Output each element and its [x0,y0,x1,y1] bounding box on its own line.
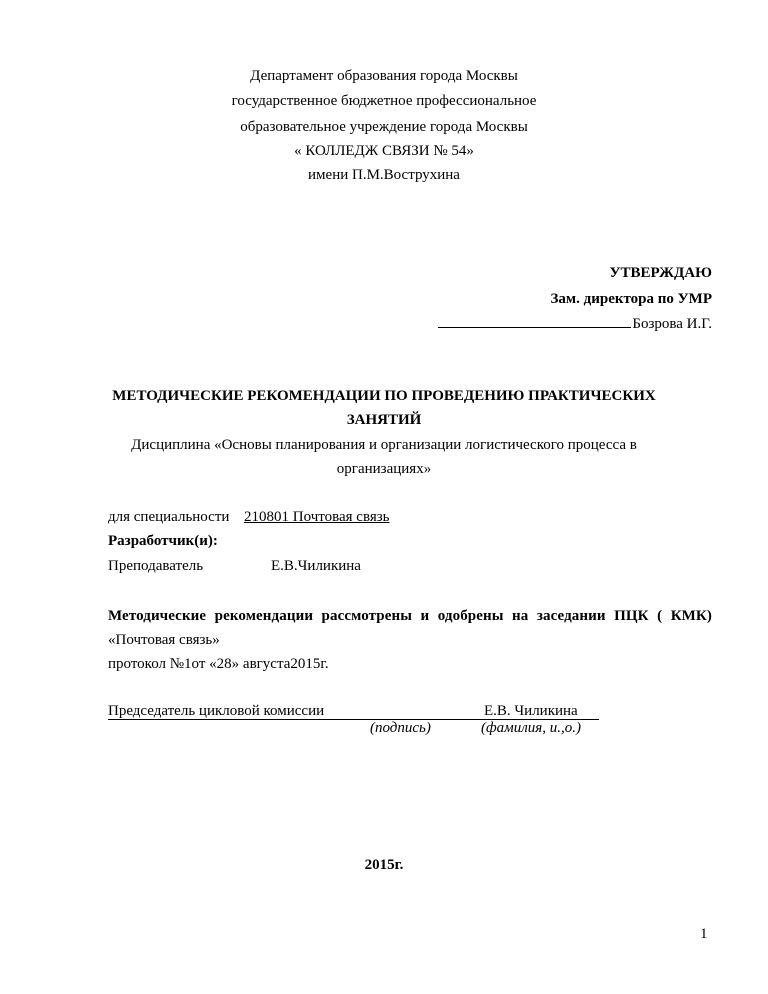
developers-heading: Разработчик(и): [108,533,218,549]
header-college-name: « КОЛЛЕДЖ СВЯЗИ № 54» [294,143,474,159]
approval-position: Зам. директора по УМР [550,291,712,307]
review-line2: «Почтовая связь» [108,632,220,648]
header-department: Департамент образования города Москвы [250,68,518,84]
approval-name: Бозрова И.Г. [632,316,712,332]
header-institution-type: государственное бюджетное профессиональное [231,93,537,109]
signature-blank [438,314,631,328]
approval-title: УТВЕРЖДАЮ [609,265,712,281]
page-number: 1 [700,926,708,942]
specialty-label: для специальности [108,509,230,525]
document-title-line1: МЕТОДИЧЕСКИЕ РЕКОМЕНДАЦИИ ПО ПРОВЕДЕНИЮ ПРАКТИЧЕСКИХ [112,388,656,404]
developer-name: Е.В.Чиликина [271,558,361,574]
specialty-value: 210801 Почтовая связь [244,509,390,525]
header-named-after: имени П.М.Вострухина [308,167,460,183]
discipline-line2: организациях» [336,461,432,477]
header-institution-city: образовательное учреждение города Москвы [240,119,528,135]
review-line1: Методические рекомендации рассмотрены и одобрены на заседании ПЦК ( КМК) [108,608,712,624]
signature-caption: (подпись) [370,720,431,736]
approval-signature-line [438,314,712,333]
chair-name: Е.В. Чиликина [484,703,578,719]
chair-label: Председатель цикловой комиссии [108,703,325,719]
discipline-line1: Дисциплина «Основы планирования и организации логистического процесса в [131,437,637,453]
review-line3: протокол №1от «28» августа2015г. [108,656,329,672]
name-caption: (фамилия, и.,о.) [481,720,581,736]
developer-role: Преподаватель [108,558,204,574]
document-title-line2: ЗАНЯТИЙ [346,412,422,428]
document-year: 2015г. [364,857,404,873]
